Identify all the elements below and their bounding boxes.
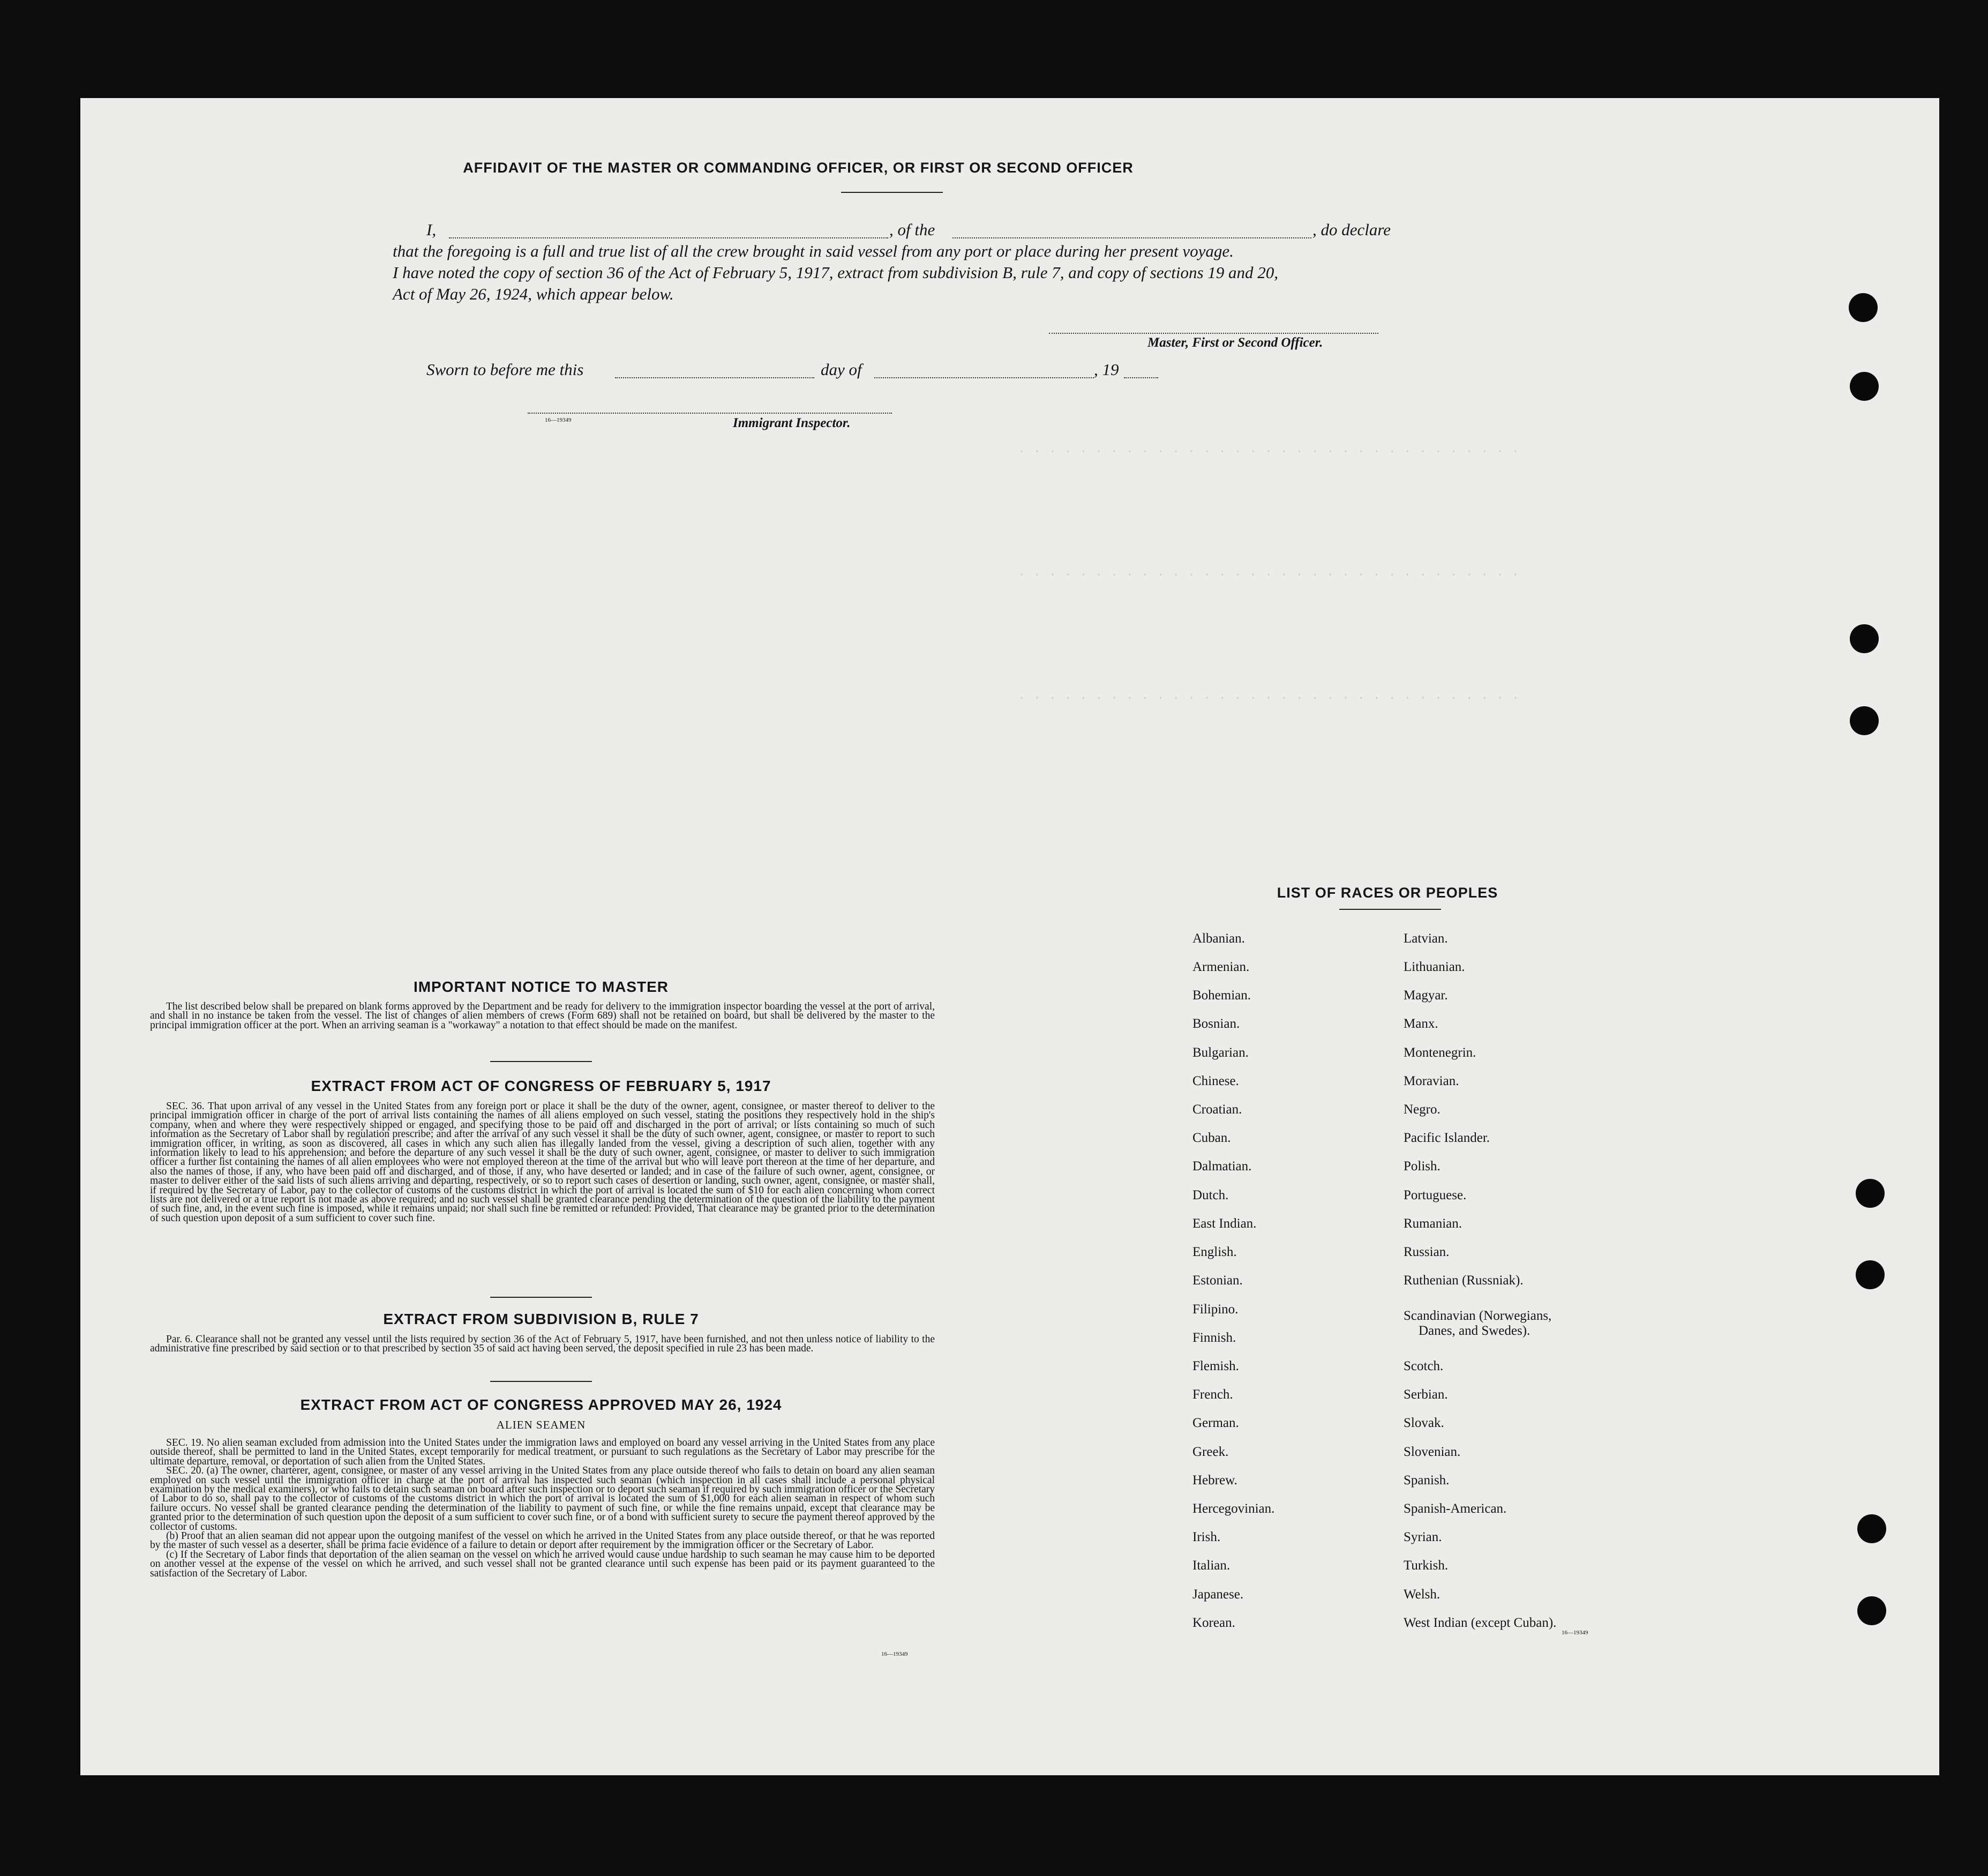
punch-hole <box>1850 624 1879 653</box>
notice-title: IMPORTANT NOTICE TO MASTER <box>413 978 669 995</box>
extract-rule7-title: EXTRACT FROM SUBDIVISION B, RULE 7 <box>383 1311 699 1327</box>
race-item: Estonian. <box>1192 1273 1243 1288</box>
affidavit-line-4: Act of May 26, 1924, which appear below. <box>393 285 674 303</box>
affidavit-title: AFFIDAVIT OF THE MASTER OR COMMANDING OFFICER, OR FIRST OR SECOND OFFICER <box>463 160 1134 176</box>
race-item: Bulgarian. <box>1192 1045 1249 1060</box>
form-number: 16—19349 <box>1562 1630 1588 1636</box>
punch-hole <box>1849 293 1878 322</box>
bleed-through-text: · · · · · · · · · · · · · · · · · · · · · · · · · · · · · · · · · <box>1018 568 1520 582</box>
divider <box>490 1297 592 1298</box>
divider <box>490 1381 592 1382</box>
race-item: Albanian. <box>1192 931 1245 946</box>
affidavit-line-2: that the foregoing is a full and true list of all the crew brought in said vessel from any port or place during her present voyage. <box>393 242 1234 260</box>
sworn-year-line[interactable] <box>1124 377 1158 378</box>
race-item: Latvian. <box>1404 931 1448 946</box>
races-title: LIST OF RACES OR PEOPLES <box>1277 885 1498 901</box>
race-item: Slovenian. <box>1404 1445 1461 1459</box>
divider <box>490 1061 592 1062</box>
sec-20b: (b) Proof that an alien seaman did not appear upon the outgoing manifest of the vessel on which he arrived in the United States from any place outside thereof, or that he was reported by the master of such vessel as a deserter, shall be prima facie evidence of a failure to detain or deport after requirement by the immigration officer or the Secretary of Labor. <box>150 1530 935 1551</box>
race-item: Manx. <box>1404 1017 1438 1031</box>
bleed-through-text: · · · · · · · · · · · · · · · · · · · · · · · · · · · · · · · · · <box>1018 691 1520 706</box>
extract-1917-body: SEC. 36. That upon arrival of any vessel in the United States from any foreign port or place it shall be the duty of the owner, agent, consignee, or master thereof to deliver to the principal immigration officer in charge of the port of arrival lists containing the names of all aliens employed on such vessel, stating the positions they respectively hold in the ship's company, when and where they were respectively shipped or engaged, and specifying those to be paid off and discharged in the port of arrival; or lists containing so much of such information as the Secretary of Labor shall by regulation prescribe; and after the arrival of any such vessel it shall be the duty of such owner, agent, consignee, or master to report to such immigration officer, in writing, as soon as discovered, all cases in which any such alien has illegally landed from the vessel, giving a description of such alien, together with any information likely to lead to his apprehension; and before the departure of any such vessel it shall be the duty of such owner, agent, consignee, or master to deliver to such immigration officer a further list containing the names of all alien employees who were not employed thereon at the time of the arrival but who will leave port thereon at the time of her departure, and also the names of those, if any, who have been paid off and discharged, and of those, if any, who have deserted or landed; and in case of the failure of such owner, agent, consignee, or master to deliver either of the said lists of such aliens arriving and departing, respectively, or so to report such cases of desertion or landing, such owner, agent, consignee, or master shall, if required by the Secretary of Labor, pay to the collector of customs of the customs district in which the port of arrival is located the sum of $10 for each alien concerning whom correct lists are not delivered or a true report is not made as above required; and no such vessel shall be granted clearance pending the determination of the question of the liability to the payment of such fine, and, in the event such fine is imposed, while it remains unpaid; nor shall such fine be remitted or refunded: Provided, That clearance may be granted prior to the determination of such question upon deposit of a sum sufficient to cover such fine. <box>150 1101 935 1224</box>
sworn-text: Sworn to before me this <box>426 360 584 379</box>
race-item: Dalmatian. <box>1192 1159 1252 1174</box>
race-item: Pacific Islander. <box>1404 1131 1490 1145</box>
race-item: Polish. <box>1404 1159 1441 1174</box>
extract-rule7-body: Par. 6. Clearance shall not be granted any vessel until the lists required by section 36 of the Act of February 5, 1917, have been furnished, and not then unless notice of liability to the administrative fine prescribed by said section or to that prescribed by section 35 of said act having been served, the deposit specified in rule 23 has been made. <box>150 1334 935 1355</box>
race-item: Spanish. <box>1404 1473 1450 1488</box>
race-item: Spanish-American. <box>1404 1501 1507 1516</box>
race-item: Scotch. <box>1404 1359 1444 1373</box>
race-item: Irish. <box>1192 1530 1221 1544</box>
race-item: Hercegovinian. <box>1192 1501 1275 1516</box>
race-item: Lithuanian. <box>1404 960 1465 974</box>
race-item: Syrian. <box>1404 1530 1442 1544</box>
race-item: Japanese. <box>1192 1587 1244 1602</box>
race-item: Scandinavian (Norwegians, <box>1404 1309 1552 1323</box>
race-item: Magyar. <box>1404 988 1448 1003</box>
year-prefix: , 19 <box>1094 360 1119 379</box>
form-number: 16—19349 <box>545 417 572 423</box>
affidavit-of-the: , of the <box>889 220 935 239</box>
race-item: French. <box>1192 1387 1233 1402</box>
sec-20a: SEC. 20. (a) The owner, charterer, agent, consignee, or master of any vessel arriving in the United States from any place outside thereof who fails to detain on board any alien seaman employed on such vessel until the immigration officer in charge at the port of arrival has inspected such seaman (which inspection in all cases shall include a personal physical examination by the medical examiners), or who fails to detain such seaman on board after such inspection or to deport such seaman if required by such immigration officer or the Secretary of Labor to do so, shall pay to the collector of customs of the customs district in which the port of arrival is located the sum of $1,000 for each alien seaman in respect of whom such failure occurs. No vessel shall be granted clearance pending the determination of the liability to payment of such fine, or while the fine remains unpaid, except that clearance may be granted prior to the determination of such question upon the deposit of a sum sufficient to cover such fine, or of a bond with sufficient surety to secure the payment thereof approved by the collector of customs. <box>150 1465 935 1533</box>
race-item: Dutch. <box>1192 1188 1229 1202</box>
race-item: Welsh. <box>1404 1587 1441 1602</box>
race-item: West Indian (except Cuban). <box>1404 1616 1557 1630</box>
affidavit-line-3: I have noted the copy of section 36 of the Act of February 5, 1917, extract from subdivision B, rule 7, and copy of sections 19 and 20, <box>393 263 1279 282</box>
divider <box>841 192 943 193</box>
race-item: Cuban. <box>1192 1131 1231 1145</box>
race-item: Montenegrin. <box>1404 1045 1476 1060</box>
punch-hole <box>1856 1179 1885 1208</box>
race-item: Moravian. <box>1404 1074 1459 1088</box>
day-of-text: day of <box>821 360 862 379</box>
race-item: East Indian. <box>1192 1216 1257 1231</box>
affidavit-i: I, <box>426 220 437 239</box>
race-item: Ruthenian (Russniak). <box>1404 1273 1524 1288</box>
race-item: Rumanian. <box>1404 1216 1462 1231</box>
race-item: Hebrew. <box>1192 1473 1237 1488</box>
extract-1924-body <box>150 1438 935 1578</box>
race-item: Korean. <box>1192 1616 1235 1630</box>
race-item: Chinese. <box>1192 1074 1239 1088</box>
master-signature-line[interactable] <box>1049 333 1378 334</box>
race-item: Filipino. <box>1192 1302 1239 1317</box>
race-item: Serbian. <box>1404 1387 1448 1402</box>
inspector-signature-line[interactable] <box>528 413 892 414</box>
race-item: German. <box>1192 1416 1239 1430</box>
race-item: Bohemian. <box>1192 988 1251 1003</box>
extract-1924-title: EXTRACT FROM ACT OF CONGRESS APPROVED MAY 26, 1924 <box>300 1396 782 1413</box>
punch-hole <box>1856 1260 1885 1289</box>
race-item: Negro. <box>1404 1102 1441 1117</box>
punch-hole <box>1857 1514 1886 1543</box>
race-item: Flemish. <box>1192 1359 1239 1373</box>
race-item: Turkish. <box>1404 1558 1449 1573</box>
race-item: Danes, and Swedes). <box>1419 1324 1531 1338</box>
race-item: Greek. <box>1192 1445 1229 1459</box>
divider <box>1339 909 1441 910</box>
sworn-month-line[interactable] <box>874 377 1094 378</box>
bleed-through-text: · · · · · · · · · · · · · · · · · · · · · · · · · · · · · · · · · <box>1018 445 1520 459</box>
form-number: 16—19349 <box>881 1651 908 1657</box>
extract-1917-title: EXTRACT FROM ACT OF CONGRESS OF FEBRUARY 5, 1917 <box>311 1078 771 1094</box>
race-item: Russian. <box>1404 1245 1450 1259</box>
notice-body: The list described below shall be prepared on blank forms approved by the Department and be ready for delivery to the immigration inspector boarding the vessel at the port of arrival, and shall in no instance be taken from the vessel. The list of changes of alien members of crews (Form 689) shall not be retained on board, but shall be delivered by the master to the principal immigration officer at the port. When an arriving seaman is a "workaway" a notation to that effect should be made on the manifest. <box>150 1001 935 1031</box>
sworn-day-line[interactable] <box>615 377 814 378</box>
affidavit-declare: , do declare <box>1312 220 1391 239</box>
race-item: Bosnian. <box>1192 1017 1240 1031</box>
race-item: English. <box>1192 1245 1237 1259</box>
declarant-name-line[interactable] <box>449 237 888 238</box>
master-signature-label: Master, First or Second Officer. <box>1147 335 1323 350</box>
punch-hole <box>1850 372 1879 401</box>
race-item: Armenian. <box>1192 960 1250 974</box>
punch-hole <box>1857 1596 1886 1625</box>
punch-hole <box>1850 706 1879 735</box>
vessel-name-line[interactable] <box>952 237 1311 238</box>
race-item: Croatian. <box>1192 1102 1242 1117</box>
sec-20c: (c) If the Secretary of Labor finds that deportation of the alien seaman on the vessel on which he arrived would cause undue hardship to such seaman he may cause him to be deported on another vessel at the expense of the vessel on which he arrived, and such vessel shall not be granted clearance until such expense has been paid or its payment guaranteed to the satisfaction of the Secretary of Labor. <box>150 1549 935 1579</box>
inspector-label: Immigrant Inspector. <box>733 416 851 430</box>
race-item: Portuguese. <box>1404 1188 1467 1202</box>
race-item: Italian. <box>1192 1558 1231 1573</box>
race-item: Finnish. <box>1192 1331 1236 1345</box>
alien-seamen-subtitle: ALIEN SEAMEN <box>496 1418 586 1431</box>
race-item: Slovak. <box>1404 1416 1444 1430</box>
sec-19: SEC. 19. No alien seaman excluded from admission into the United States under the immigration laws and employed on board any vessel arriving in the United States from any place outside thereof, shall be permitted to land in the United States, except temporarily for medical treatment, or pursuant to such regulations as the Secretary of Labor may prescribe for the ultimate departure, removal, or deportation of such alien from the United States. <box>150 1437 935 1467</box>
